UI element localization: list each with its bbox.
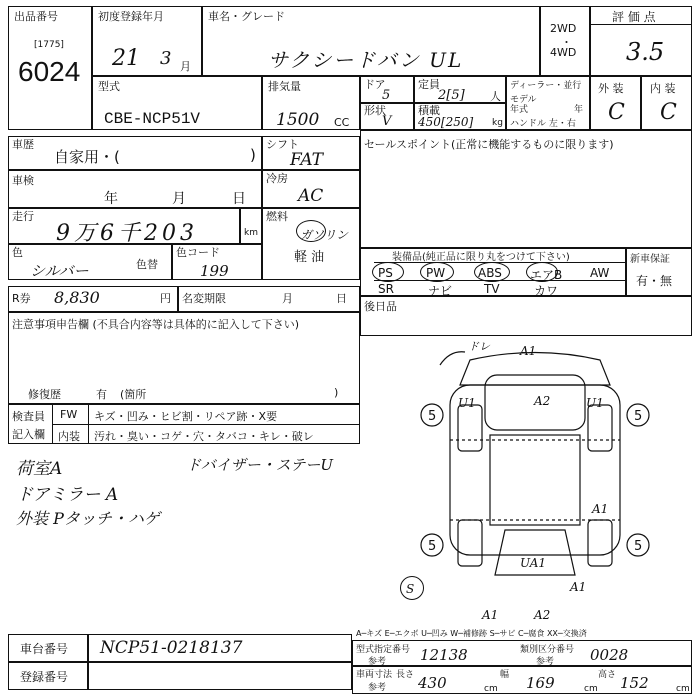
length-value: 430 — [418, 674, 447, 692]
yen-unit: 円 — [160, 292, 171, 305]
year-label: 年式 — [510, 105, 529, 115]
shape-label: 形状 — [364, 104, 386, 117]
mark-a1-side: A1 — [592, 502, 609, 516]
chassis-label: 車台番号 — [20, 642, 69, 656]
drive-4wd: 4WD — [550, 46, 577, 59]
mark-dre: ドレ — [468, 340, 490, 353]
damage-arrow — [440, 352, 465, 365]
tire-rr-mark: 5 — [634, 539, 643, 554]
lot-number: 6024 — [18, 56, 81, 87]
car-name-label: 車名・グレード — [208, 10, 285, 23]
mark-a1-bottom: A1 — [482, 608, 499, 622]
history-close: ) — [250, 146, 256, 164]
roof-outline — [490, 435, 580, 525]
color-change-label: 色替 — [136, 258, 158, 271]
classification-value: 0028 — [590, 646, 629, 664]
handle-label: ハンドル 左・右 — [510, 119, 576, 129]
mark-u1-right: U1 — [586, 396, 604, 410]
mark-a2-hood: A2 — [534, 394, 551, 408]
equip-airbag: エアB — [530, 268, 563, 282]
color-code-value: 199 — [200, 262, 229, 280]
mirror-circle — [400, 576, 424, 600]
reg-value-box — [88, 662, 352, 690]
fw-label: FW — [60, 408, 78, 421]
classification-label: 類別区分番号 — [520, 645, 575, 655]
year-unit: 年 — [574, 105, 584, 115]
damage-legend: A─キズ E─エクボ U─凹み W─補修跡 S─サビ C─腐食 XX─交換済 — [356, 629, 587, 638]
model-label: 型式 — [98, 80, 120, 93]
mileage-label: 走行 — [12, 210, 34, 223]
fw-codes: キズ・凹み・ヒビ割・リペア跡・X要 — [94, 410, 278, 423]
mark-s-circle: S — [406, 582, 415, 596]
deadline-label: 名変期限 — [182, 292, 226, 305]
ac-label: 冷房 — [266, 172, 288, 185]
model-value: CBE-NCP51V — [104, 110, 201, 128]
repair-value: 有 — [96, 388, 107, 401]
insp-year-unit: 年 — [104, 191, 118, 207]
deadline-day: 日 — [336, 292, 347, 305]
type-designation-label: 型式指定番号 — [356, 645, 411, 655]
km-unit: km — [244, 228, 258, 238]
equip-pw: PW — [426, 266, 446, 280]
door-label: ドア — [364, 78, 386, 91]
displacement-value: 1500 — [276, 110, 320, 130]
door-fr — [588, 405, 612, 451]
door-fl — [458, 405, 482, 451]
classification-ref: 参考 — [536, 657, 555, 667]
length-label: 長さ — [396, 670, 415, 680]
recycle-value: 8,830 — [54, 288, 100, 307]
reg-label: 登録番号 — [20, 670, 69, 684]
kg-unit: kg — [492, 118, 503, 128]
rating-label: 評 価 点 — [612, 10, 656, 24]
equip-pw-circle — [420, 262, 454, 282]
mark-ua1-rear: UA1 — [520, 556, 547, 570]
equip-leather: カワ — [534, 284, 559, 298]
color-code-label: 色コード — [176, 246, 220, 259]
type-designation-ref: 参考 — [368, 657, 387, 667]
dims-label: 車両寸法 — [356, 670, 393, 680]
repair-close: ) — [334, 386, 339, 399]
lot-sub: [1775] — [34, 40, 64, 50]
sales-point-label: セールスポイント(正常に機能するものに限ります) — [364, 138, 614, 151]
drive-dot: ・ — [561, 36, 572, 49]
dims-ref: 参考 — [368, 683, 387, 693]
equip-aw: AW — [590, 266, 610, 280]
insp-month-unit: 月 — [172, 191, 186, 207]
first-reg-month: 3 — [160, 48, 172, 69]
type-designation-value: 12138 — [420, 646, 468, 664]
load-label: 積載 — [418, 104, 440, 117]
insp-day-unit: 日 — [232, 191, 246, 207]
interior-label: 内 装 — [650, 82, 676, 95]
equip-abs: ABS — [478, 266, 502, 280]
shift-value: FAT — [290, 150, 324, 170]
height-label: 高さ — [598, 670, 617, 680]
interior-value: C — [660, 100, 677, 125]
first-reg-year: 21 — [112, 46, 140, 71]
warranty-value: 有・無 — [636, 274, 673, 288]
capacity-value: 2[5] — [438, 88, 465, 103]
equip-ps: PS — [378, 266, 393, 280]
handwritten-line3: 外装 Pタッチ・ハゲ — [16, 509, 160, 528]
displacement-label: 排気量 — [268, 80, 301, 93]
shift-label: シフト — [266, 138, 299, 151]
car-damage-diagram — [410, 340, 660, 620]
month-unit: 月 — [180, 60, 191, 73]
fuel-label: 燃料 — [266, 210, 288, 223]
repair-bracket: (箇所 — [120, 388, 147, 401]
notes-label: 注意事項申告欄 (不具合内容等は具体的に記入して下さい) — [12, 318, 300, 331]
history-value: 自家用・( — [54, 148, 120, 166]
load-value: 450[250] — [418, 115, 474, 129]
length-unit: cm — [484, 684, 498, 694]
handwritten-line2: ドアミラー A — [16, 485, 119, 505]
chassis-value: NCP51-0218137 — [100, 638, 243, 658]
door-value: 5 — [382, 88, 391, 103]
tire-fr-mark: 5 — [634, 409, 643, 424]
history-label: 車歴 — [12, 138, 34, 151]
recycle-label: R券 — [12, 292, 31, 305]
person-unit: 人 — [490, 90, 501, 103]
equipment-label: 装備品(純正品に限り丸をつけて下さい) — [392, 252, 570, 263]
repair-label: 修復歴 — [28, 388, 61, 401]
rating-value: 3.5 — [626, 38, 665, 66]
inspection-label: 車検 — [12, 174, 34, 187]
mark-a1-top: A1 — [520, 344, 537, 358]
equip-airbag-circle — [526, 262, 558, 282]
equip-abs-circle — [474, 262, 510, 282]
tire-fl-mark: 5 — [428, 409, 437, 424]
interior-inspect-label: 内装 — [58, 430, 80, 443]
door-rr — [588, 520, 612, 566]
model-year-label: モデル — [510, 95, 537, 105]
equip-sr: SR — [378, 282, 394, 296]
after-label: 後日品 — [364, 300, 397, 313]
height-unit: cm — [676, 684, 690, 694]
capacity-label: 定員 — [418, 78, 440, 91]
entry-label: 記入欄 — [12, 428, 45, 441]
mileage-value: 9万6千203 — [56, 221, 198, 246]
inspection-box — [8, 170, 262, 208]
drive-2wd: 2WD — [550, 22, 577, 35]
mark-a2-bottom: A2 — [534, 608, 551, 622]
inspector-label: 検査員 — [12, 410, 45, 423]
color-label: 色 — [12, 246, 23, 259]
width-unit: cm — [584, 684, 598, 694]
exterior-value: C — [608, 100, 625, 125]
dealer-label: ディーラー・並行 — [510, 81, 582, 91]
equip-ps-circle — [372, 262, 404, 282]
shape-value: V — [382, 114, 392, 129]
handwritten-right1: ドバイザー・ステーU — [186, 456, 334, 474]
mark-u1-left: U1 — [458, 396, 476, 410]
km-box — [240, 208, 262, 244]
width-label: 幅 — [500, 670, 510, 680]
fuel-circle — [296, 220, 326, 242]
handwritten-line1: 荷室A — [16, 459, 63, 479]
tire-rl-mark: 5 — [428, 539, 437, 554]
car-name-value: サクシードバン UL — [268, 48, 464, 72]
warranty-label: 新車保証 — [630, 254, 670, 265]
equip-tv: TV — [484, 282, 500, 296]
interior-codes: 汚れ・臭い・コゲ・穴・タバコ・キレ・破レ — [94, 430, 314, 443]
cc-unit: CC — [334, 116, 350, 129]
mark-a1-rear-right: A1 — [570, 580, 587, 594]
lot-label: 出品番号 — [14, 10, 58, 23]
after-box — [360, 296, 692, 336]
deadline-month: 月 — [282, 292, 293, 305]
exterior-label: 外 装 — [598, 82, 624, 95]
width-value: 169 — [526, 674, 555, 692]
fuel-diesel: 軽 油 — [294, 250, 325, 265]
fuel-gas: ガソリン — [300, 228, 349, 242]
ac-value: AC — [298, 186, 324, 206]
height-value: 152 — [620, 674, 649, 692]
history-box — [8, 136, 262, 170]
door-rl — [458, 520, 482, 566]
color-value: シルバー — [30, 262, 89, 280]
equip-navi: ナビ — [428, 284, 453, 298]
first-reg-label: 初度登録年月 — [98, 10, 164, 23]
